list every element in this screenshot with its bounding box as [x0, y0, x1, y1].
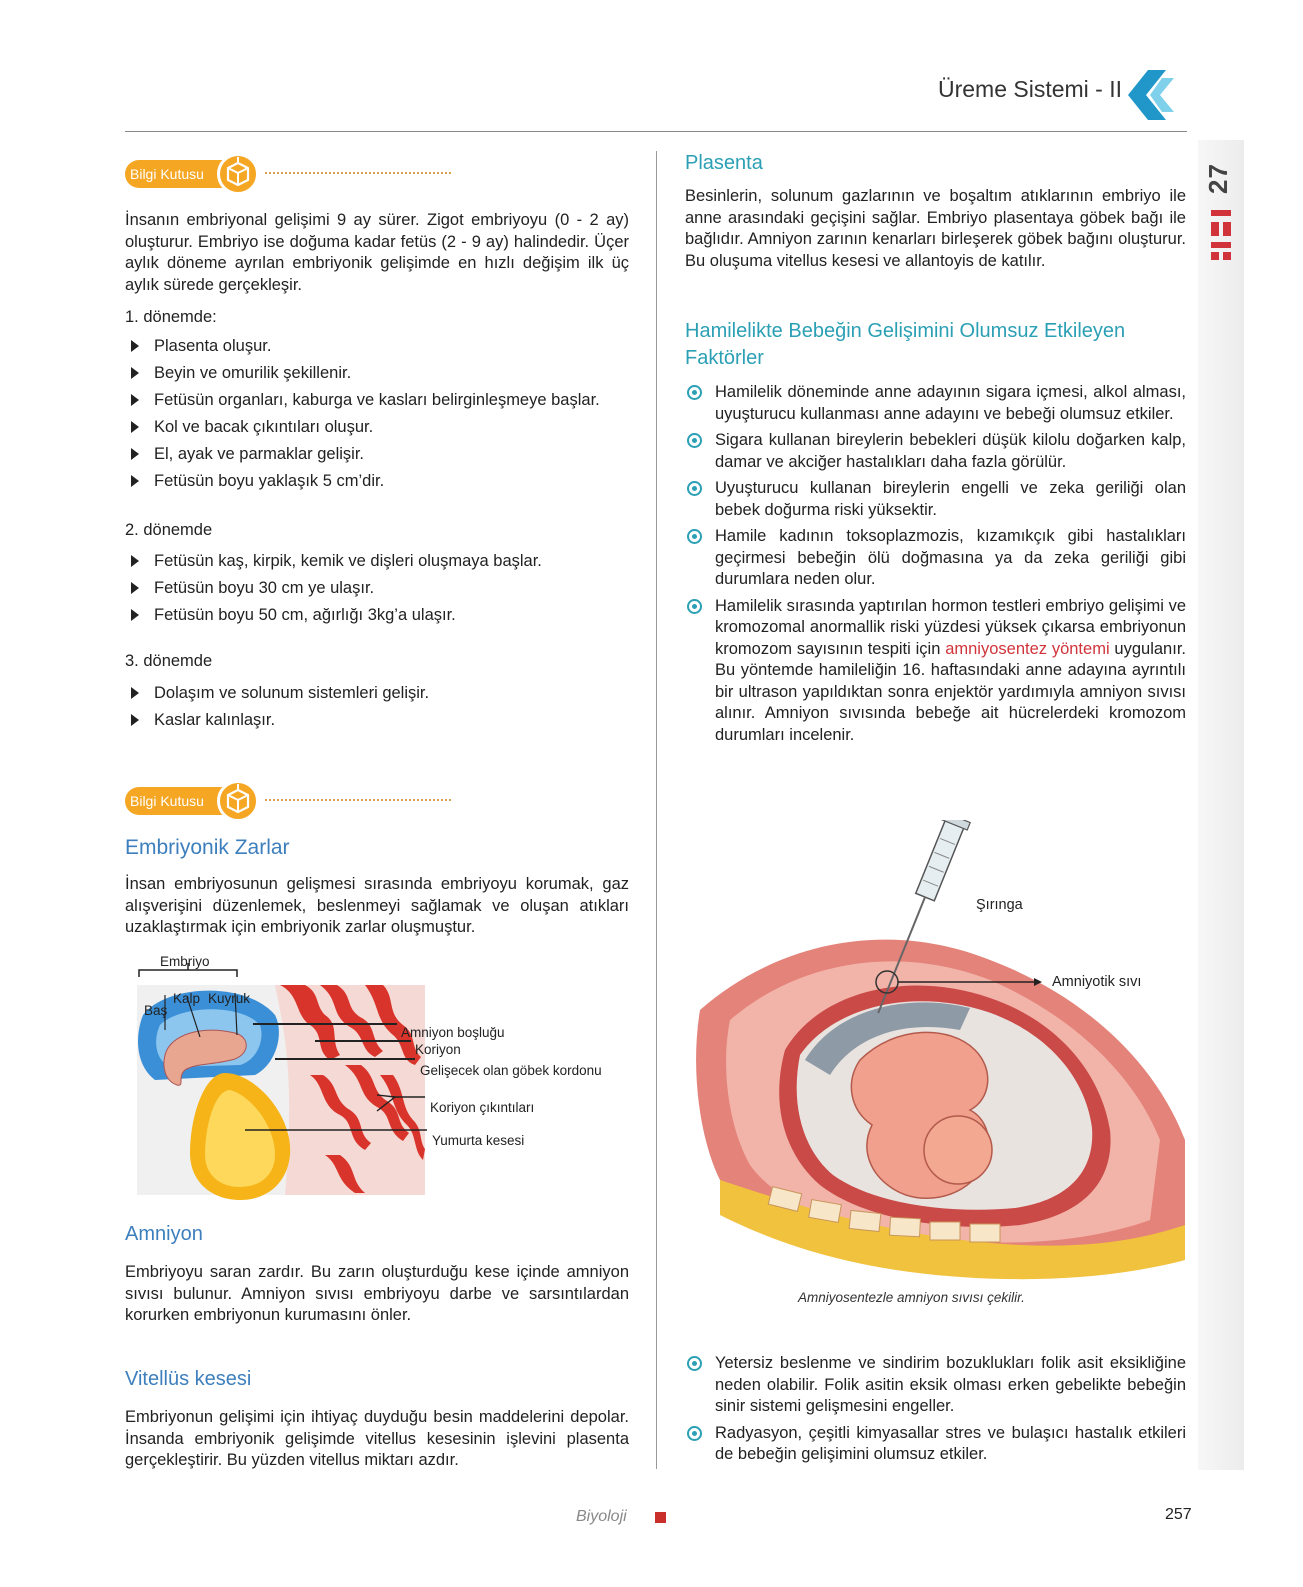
bullet-arrow-icon — [131, 555, 139, 567]
list-item: Fetüsün organları, kaburga ve kasları belirginleşmeye başlar. — [125, 390, 635, 417]
factors-list-continued — [685, 1353, 1186, 1471]
info-box-badge — [125, 780, 455, 822]
bullet-arrow-icon — [131, 714, 139, 726]
intro-paragraph: İnsanın embriyonal gelişimi 9 ay sürer. Zigot embriyoyu (0 - 2 ay) oluşturur. Embriyo ise doğuma kadar fetüs (2 - 9 ay) halindedir. Üçer aylık döneme ayrılan embriyonik gelişimde en hızlı değişim ilk üç aylık sürede gerçekleşir. — [125, 211, 629, 294]
amniyon-paragraph: Embriyoyu saran zardır. Bu zarın oluşturduğu kese içinde amniyon sıvısı bulunur. Amniyon sıvısı embriyoyu darbe ve sarsıntılardan korurken embriyonun kurumasını önler. — [125, 1263, 629, 1324]
dotted-rule — [265, 799, 451, 801]
label-amniyon-boslugu: Amniyon boşluğu — [401, 1025, 505, 1040]
section-heading: Amniyon — [125, 1223, 203, 1245]
section-heading: Plasenta — [685, 152, 763, 174]
info-box-circle — [217, 780, 259, 822]
list-item: Beyin ve omurilik şekillenir. — [125, 363, 635, 390]
chevron-left-icon — [1128, 70, 1186, 120]
label-yumurta-kesesi: Yumurta kesesi — [432, 1133, 525, 1148]
list-item: Hamilelik döneminde anne adayının sigara içmesi, alkol alması, uyuşturucu kullanması anne adayını ve bebeği olumsuz etkiler. — [685, 382, 1186, 425]
label-kalp: Kalp — [173, 991, 201, 1006]
bullet-arrow-icon — [131, 475, 139, 487]
list-item: Kaslar kalınlaşır. — [125, 710, 635, 737]
section-heading: Embriyonik Zarlar — [125, 836, 290, 859]
bullet-circle-icon — [687, 481, 702, 496]
footer-square-icon — [655, 1512, 666, 1523]
list-item: Dolaşım ve solunum sistemleri gelişir. — [125, 683, 635, 710]
period1-list — [125, 336, 635, 498]
chapter-title: Üreme Sistemi - II — [937, 76, 1122, 102]
period2-list — [125, 551, 635, 632]
factors-list — [685, 382, 1186, 751]
list-item: Fetüsün boyu 50 cm, ağırlığı 3kg’a ulaşır. — [125, 605, 635, 632]
header-rule — [125, 131, 1187, 132]
dotted-rule — [265, 172, 451, 174]
period2-title: 2. dönemde — [125, 521, 213, 539]
info-box-label: Bilgi Kutusu — [125, 160, 235, 188]
side-tab — [1198, 140, 1244, 1470]
label-embriyo: Embriyo — [160, 954, 210, 969]
label-kuyruk: Kuyruk — [208, 991, 251, 1006]
bullet-arrow-icon — [131, 421, 139, 433]
highlight-term: amniyosentez yöntemi — [945, 639, 1110, 658]
list-item: Yetersiz beslenme ve sindirim bozuklukları folik asit eksikliğine neden olabilir. Folik asitin eksik olması erken gebelikte bebeğin sinir sistemi gelişmesini engeller. — [685, 1353, 1186, 1418]
period1-title: 1. dönemde: — [125, 308, 217, 326]
bullet-circle-icon — [687, 529, 702, 544]
list-item: Uyuşturucu kullanan bireylerin engelli ve zeka geriliği olan bebek doğurma riski yüksektir. — [685, 478, 1186, 521]
box-icon — [220, 783, 256, 819]
page-number: 257 — [1165, 1506, 1192, 1523]
box-icon — [220, 156, 256, 192]
vitellus-paragraph: Embriyonun gelişimi için ihtiyaç duyduğu besin maddelerini depolar. İnsanda embriyonik gelişimde vitellus kesesinin işlevini plasenta gerçekleştirir. Bu yüzden vitellus miktarı azdır. — [125, 1408, 629, 1469]
label-siringa: Şırınga — [976, 897, 1023, 913]
list-item: Hamilelik sırasında yaptırılan hormon testleri embriyo gelişimi ve kromozomal anormallik riski yüzdesi yüksek çıkarsa embriyonun kromozom sayısının tespiti için amniyosentez yöntemi uygulanır. Bu yöntemde hamileliğin 16. haftasındaki anne adayına ayrıntılı bir ultrason yapıldıktan sonra enjektör yardımıyla amniyon sıvısı alınır. Amniyon sıvısında bebeğe ait hücrelerdeki kromozom durumları incelenir. — [685, 596, 1186, 747]
label-bas: Baş — [144, 1003, 168, 1018]
period3-list — [125, 683, 635, 737]
chapter-number: 27 — [1203, 163, 1233, 194]
info-box-circle — [217, 153, 259, 195]
bullet-circle-icon — [687, 385, 702, 400]
bullet-circle-icon — [687, 599, 702, 614]
amniocentesis-illustration — [690, 820, 1190, 1290]
bullet-circle-icon — [687, 1426, 702, 1441]
bullet-arrow-icon — [131, 367, 139, 379]
column-divider — [656, 151, 657, 1469]
zarlar-paragraph: İnsan embriyosunun gelişmesi sırasında embriyoyu korumak, gaz alışverişini düzenlemek, beslenmeyi sağlamak ve oluşan atıkları uzaklaştırmak için embriyonik zarlar oluşmuştur. — [125, 875, 629, 936]
bullet-arrow-icon — [131, 448, 139, 460]
bullet-circle-icon — [687, 1356, 702, 1371]
label-koriyon-cikintilari: Koriyon çıkıntıları — [430, 1100, 535, 1115]
list-item: Hamile kadının toksoplazmozis, kızamıkçık gibi hastalıkları geçirmesi bebeğin ölü doğmasına ya da zeka geriliği gibi durumlara neden olur. — [685, 526, 1186, 591]
footer-subject: Biyoloji — [576, 1508, 627, 1525]
list-item: Fetüsün boyu yaklaşık 5 cm’dir. — [125, 471, 635, 498]
section-mark-icon — [1209, 210, 1233, 260]
bullet-circle-icon — [687, 433, 702, 448]
section-heading: Vitellüs kesesi — [125, 1368, 252, 1390]
label-gobek-kordonu: Gelişecek olan göbek kordonu — [420, 1063, 602, 1078]
list-item: Fetüsün kaş, kirpik, kemik ve dişleri oluşmaya başlar. — [125, 551, 635, 578]
info-box-badge — [125, 153, 455, 195]
list-item: El, ayak ve parmaklar gelişir. — [125, 444, 635, 471]
bullet-arrow-icon — [131, 687, 139, 699]
list-item: Fetüsün boyu 30 cm ye ulaşır. — [125, 578, 635, 605]
info-box-label: Bilgi Kutusu — [125, 787, 235, 815]
list-item: Sigara kullanan bireylerin bebekleri düşük kilolu doğarken kalp, damar ve akciğer hastalıkları daha fazla görülür. — [685, 430, 1186, 473]
list-item: Radyasyon, çeşitli kimyasallar stres ve bulaşıcı hastalık etkileri de bebeğin gelişimini olumsuz etkiler. — [685, 1423, 1186, 1466]
period3-title: 3. dönemde — [125, 652, 213, 670]
section-heading: Hamilelikte Bebeğin Gelişimini Olumsuz Etkileyen Faktörler — [685, 320, 1126, 369]
bullet-arrow-icon — [131, 609, 139, 621]
label-amniyotik-sivi: Amniyotik sıvı — [1052, 974, 1142, 990]
figure-caption: Amniyosentezle amniyon sıvısı çekilir. — [798, 1290, 1025, 1305]
plasenta-paragraph: Besinlerin, solunum gazlarının ve boşaltım atıklarının embriyo ile anne arasındaki geçişini sağlar. Embriyo plasentaya göbek bağı ile bağlıdır. Amniyon zarının kenarları birleşerek göbek bağını oluşturur. Bu oluşuma vitellus kesesi ve allantoyis de katılır. — [685, 187, 1186, 270]
bullet-arrow-icon — [131, 394, 139, 406]
bullet-arrow-icon — [131, 582, 139, 594]
label-koriyon: Koriyon — [415, 1042, 461, 1057]
bullet-arrow-icon — [131, 340, 139, 352]
list-item: Plasenta oluşur. — [125, 336, 635, 363]
list-item: Kol ve bacak çıkıntıları oluşur. — [125, 417, 635, 444]
